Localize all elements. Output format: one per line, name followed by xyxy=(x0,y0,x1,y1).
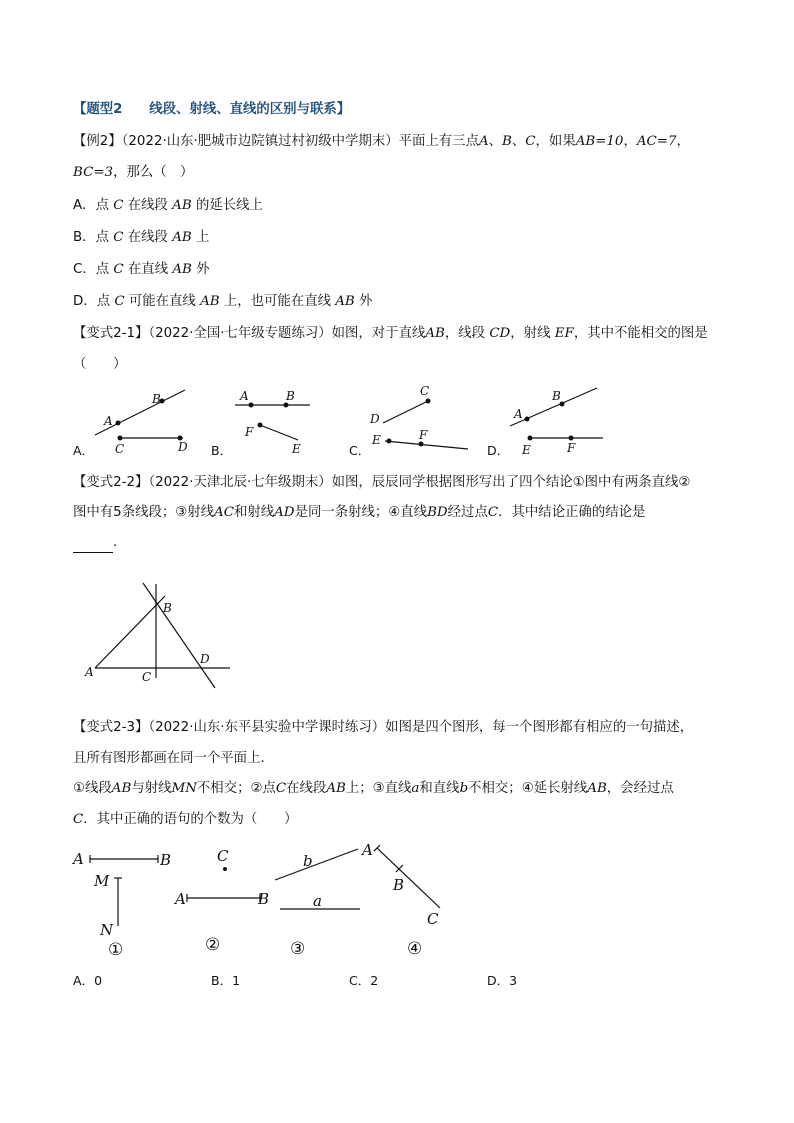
svg-text:C: C xyxy=(115,442,125,456)
svg-text:D: D xyxy=(178,440,188,454)
svg-text:F: F xyxy=(419,428,428,442)
svg-text:a: a xyxy=(313,892,322,910)
svg-text:D: D xyxy=(370,412,380,426)
variant21-option-a[interactable]: A． xyxy=(73,443,95,458)
variant23-option-d[interactable]: D．3 xyxy=(487,973,518,988)
variant22-question: 【变式2-2】（2022·天津北辰·七年级期末）如图，辰辰同学根据图形写出了四个结论①图中有两条直线② xyxy=(73,475,691,490)
svg-text:E: E xyxy=(292,442,301,456)
svg-text:M: M xyxy=(94,872,110,890)
variant22-question-cont: 图中有5条线段；③射线AC和射线AD是同一条射线；④直线BD经过点C．其中结论正确的结论是 xyxy=(73,505,646,520)
svg-text:B: B xyxy=(286,389,295,403)
svg-text:A: A xyxy=(73,850,84,868)
svg-text:③: ③ xyxy=(290,939,306,959)
variant21-question: 【变式2-1】（2022·全国·七年级专题练习）如图，对于直线AB，线段 CD，射线 EF，其中不能相交的图是 xyxy=(73,326,708,341)
variant21-figure-a xyxy=(90,385,210,460)
svg-text:B: B xyxy=(258,890,270,908)
svg-text:C: C xyxy=(427,910,439,928)
variant23-figure-1 xyxy=(70,842,180,962)
svg-text:E: E xyxy=(522,443,531,457)
svg-text:F: F xyxy=(245,425,254,439)
svg-text:D: D xyxy=(200,652,210,666)
variant22-answer-blank[interactable]: ． xyxy=(73,533,126,553)
svg-text:F: F xyxy=(567,441,576,455)
variant22-figure xyxy=(80,578,240,693)
variant21-option-b[interactable]: B． xyxy=(211,443,233,458)
variant23-option-c[interactable]: C．2 xyxy=(349,973,379,988)
variant21-answer-paren: （ ） xyxy=(73,357,127,372)
svg-text:N: N xyxy=(100,921,114,939)
variant23-figure-4 xyxy=(355,836,455,962)
svg-text:A: A xyxy=(104,414,113,428)
svg-text:②: ② xyxy=(205,935,221,955)
svg-text:C: C xyxy=(217,847,229,865)
svg-text:E: E xyxy=(372,433,381,447)
variant21-figure-c xyxy=(365,383,475,460)
example2-option-d[interactable]: D．点 C 可能在直线 AB 上，也可能在直线 AB 外 xyxy=(73,294,373,309)
svg-text:B: B xyxy=(152,392,161,406)
variant21-figure-d xyxy=(505,383,610,460)
svg-text:b: b xyxy=(303,852,313,870)
variant23-option-b[interactable]: B．1 xyxy=(211,973,241,988)
svg-text:B: B xyxy=(552,389,561,403)
svg-text:A: A xyxy=(240,389,249,403)
variant23-statements: ①线段AB与射线MN不相交；②点C在线段AB上；③直线a和直线b不相交；④延长射线AB，会经过点 xyxy=(73,781,674,796)
example2-option-a[interactable]: A．点 C 在线段 AB 的延长线上 xyxy=(73,198,263,213)
variant21-option-c[interactable]: C． xyxy=(349,443,371,458)
svg-text:B: B xyxy=(160,851,172,869)
svg-text:A: A xyxy=(85,665,94,679)
svg-text:A: A xyxy=(514,407,523,421)
example2-question: 【例2】（2022·山东·肥城市边院镇过村初级中学期末）平面上有三点A、B、C，如果AB=10，AC=7， xyxy=(73,134,690,149)
svg-text:C: C xyxy=(142,670,152,684)
example2-question-cont: BC=3，那么（ ） xyxy=(73,165,194,180)
variant21-figure-b xyxy=(230,385,320,460)
svg-text:①: ① xyxy=(108,940,124,960)
svg-text:C: C xyxy=(420,384,430,398)
example2-option-c[interactable]: C．点 C 在直线 AB 外 xyxy=(73,262,210,277)
variant23-option-a[interactable]: A．0 xyxy=(73,973,103,988)
variant23-question: 【变式2-3】（2022·山东·东平县实验中学课时练习）如图是四个图形，每一个图形都有相应的一句描述， xyxy=(73,720,694,735)
svg-text:A: A xyxy=(175,890,186,908)
variant23-question-cont: 且所有图形都画在同一个平面上． xyxy=(73,751,274,766)
section-heading: 【题型2 线段、射线、直线的区别与联系】 xyxy=(73,102,351,117)
variant23-figure-2 xyxy=(170,842,280,962)
svg-text:B: B xyxy=(163,601,172,615)
example2-option-b[interactable]: B．点 C 在线段 AB 上 xyxy=(73,230,210,245)
svg-text:A: A xyxy=(362,841,373,859)
variant21-option-d[interactable]: D． xyxy=(487,443,510,458)
variant23-question-end: C．其中正确的语句的个数为（ ） xyxy=(73,812,298,827)
svg-text:④: ④ xyxy=(407,939,423,959)
svg-text:B: B xyxy=(393,876,405,894)
